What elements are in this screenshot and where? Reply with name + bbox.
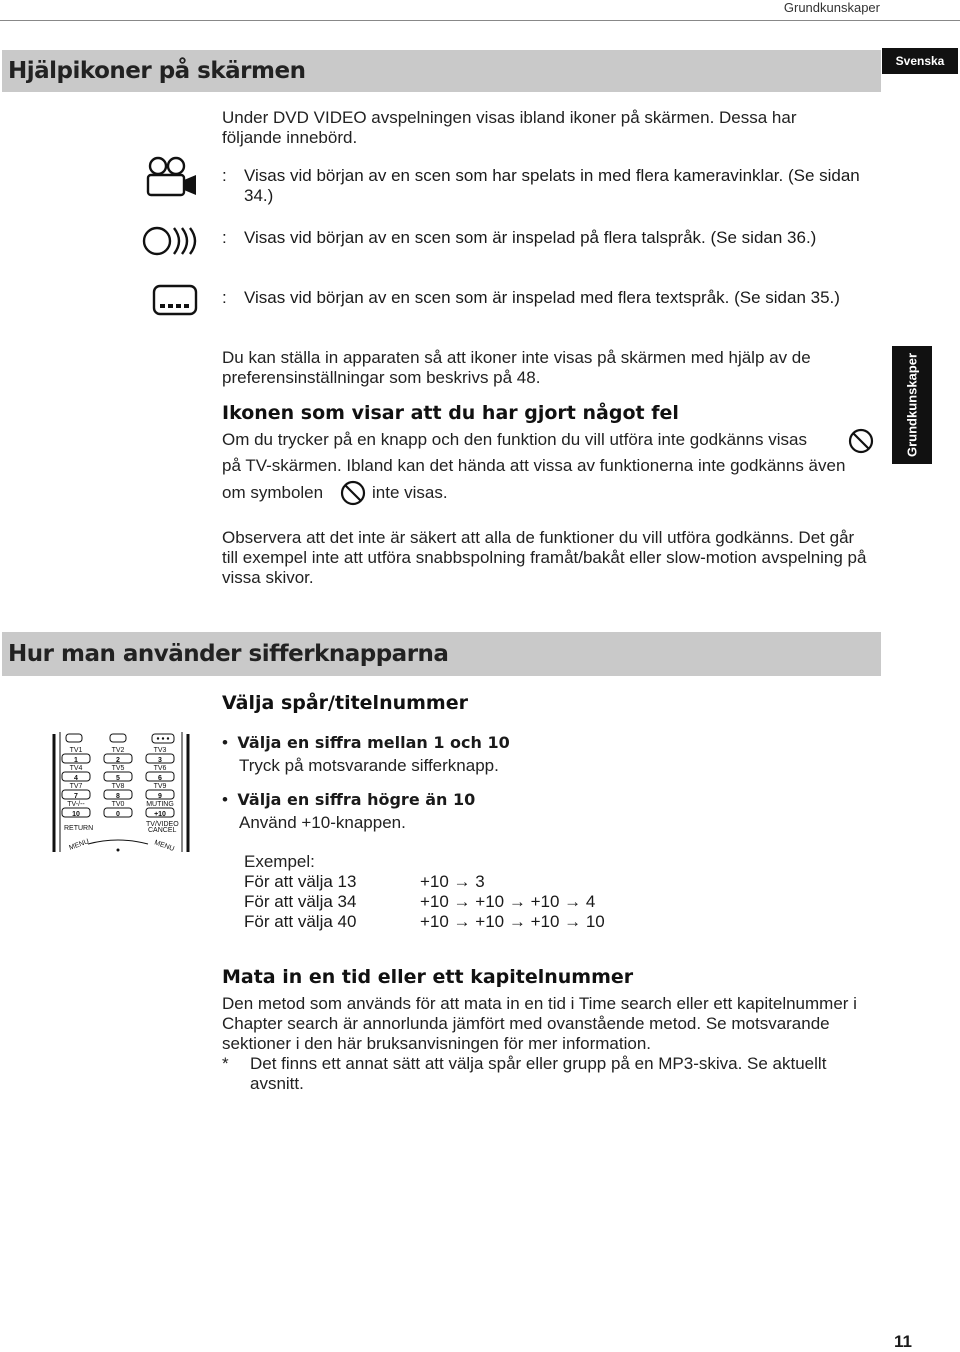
remote-digit-label: 2	[116, 757, 120, 764]
error-text-line2: på TV-skärmen. Ibland kan det hända att vissa av funktionerna inte godkänns även	[222, 456, 846, 475]
error-text-line3a: om symbolen	[222, 483, 324, 502]
remote-tv-label: TV7	[69, 783, 83, 790]
example-row	[244, 892, 596, 912]
error-text-line3b: inte visas.	[372, 483, 448, 502]
section-bar-number-buttons	[2, 632, 881, 676]
subheading-select-track: Välja spår/titelnummer	[222, 692, 468, 714]
remote-menu-right-label: MENU	[153, 839, 176, 853]
header-rule	[0, 20, 960, 21]
remote-tvvideo-label: TV/VIDEO	[146, 821, 179, 828]
time-chapter-text: Den metod som används för att mata in en tid i Time search eller ett kapitelnummer i Chapter search är annorlunda jämfört med ovanstående metod. Se motsvarande sektioner i den här bruksanvisningen för mer information.	[222, 994, 857, 1053]
icon-colon: :	[222, 166, 227, 185]
prohibited-icon	[340, 480, 366, 511]
example-sequence: +10 → 3	[420, 872, 485, 891]
bullet-heading: Välja en siffra högre än 10	[237, 790, 476, 809]
remote-tv-label: TV3	[153, 747, 167, 754]
section-title: Hur man använder sifferknapparna	[8, 641, 449, 667]
icon-colon: :	[222, 288, 227, 307]
remote-tv-label: TV2	[111, 747, 125, 754]
remote-tv-label: TV1	[69, 747, 83, 754]
example-label: För att välja 34	[244, 892, 357, 911]
audio-language-icon	[140, 222, 200, 262]
icon-description-subtitle: Visas vid början av en scen som är inspelad med flera textspråk. (Se sidan 35.)	[244, 288, 840, 307]
bullet-select-1-10: • Välja en siffra mellan 1 och 10	[222, 733, 510, 752]
remote-digit-label: 9	[158, 793, 162, 800]
example-label: För att välja 40	[244, 912, 357, 931]
prohibited-icon	[848, 428, 874, 459]
side-tab-label: Grundkunskaper	[904, 352, 920, 458]
icon-description-angle: Visas vid början av en scen som har spelats in med flera kameravinklar. (Se sidan 34.)	[244, 166, 860, 205]
bullet-text: Tryck på motsvarande sifferknapp.	[239, 756, 499, 775]
subtitle-icon	[140, 282, 200, 322]
asterisk: *	[222, 1054, 229, 1073]
section-title: Hjälpikoner på skärmen	[8, 58, 306, 84]
bullet-select-above-10: • Välja en siffra högre än 10	[222, 790, 476, 809]
error-text-line1: Om du trycker på en knapp och den funktion du vill utföra inte godkänns visas	[222, 430, 807, 449]
example-label: För att välja 13	[244, 872, 357, 891]
remote-digit-label: +10	[154, 811, 166, 818]
remote-tv-label: TV9	[153, 783, 167, 790]
example-row	[244, 872, 485, 892]
remote-tv-label: TV-/--	[67, 801, 85, 808]
example-row	[244, 912, 605, 932]
mp3-note: Det finns ett annat sätt att välja spår eller grupp på en MP3-skiva. Se aktuellt avsnitt.	[250, 1054, 827, 1093]
remote-return-label: RETURN	[64, 825, 94, 832]
remote-digit-label: 5	[116, 775, 120, 782]
remote-tv-label: TV5	[111, 765, 125, 772]
remote-digit-label: 6	[158, 775, 162, 782]
remote-digit-label: 10	[72, 811, 80, 818]
preference-note: Du kan ställa in apparaten så att ikoner inte visas på skärmen med hjälp av de preferensinställningar som beskrivs på 48.	[222, 348, 811, 387]
error-icon-heading: Ikonen som visar att du har gjort något fel	[222, 402, 679, 424]
remote-digit-label: 7	[74, 793, 78, 800]
remote-tv-label: TV4	[69, 765, 83, 772]
remote-control-illustration	[48, 732, 194, 859]
camera-angle-icon	[140, 156, 200, 196]
remote-menu-left-label: MENU	[68, 838, 91, 852]
bullet-text: Använd +10-knappen.	[239, 813, 406, 832]
remote-digit-label: 4	[74, 775, 78, 782]
running-head: Grundkunskaper	[783, 0, 880, 15]
subheading-time-chapter: Mata in en tid eller ett kapitelnummer	[222, 966, 634, 988]
remote-digit-label: 3	[158, 757, 162, 764]
remote-tv-label: MUTING	[146, 801, 174, 808]
bullet-heading: Välja en siffra mellan 1 och 10	[237, 733, 510, 752]
remote-tv-label: TV6	[153, 765, 167, 772]
example-label: Exempel:	[244, 852, 315, 871]
language-tab: Svenska	[882, 48, 958, 74]
page-number: 11	[894, 1332, 912, 1351]
example-sequence: +10 → +10 → +10 → 4	[420, 892, 596, 911]
remote-cancel-label: CANCEL	[148, 827, 177, 834]
observe-text: Observera att det inte är säkert att alla de funktioner du vill utföra godkänns. Det går till exempel inte att utföra snabbspolning framåt/bakåt eller slow-motion avspelning på vissa skivor.	[222, 528, 867, 587]
remote-digit-label: 1	[74, 757, 78, 764]
remote-digit-label: 0	[116, 811, 120, 818]
icon-colon: :	[222, 228, 227, 247]
side-tab	[892, 346, 932, 464]
remote-tv-label: TV0	[111, 801, 125, 808]
intro-text: Under DVD VIDEO avspelningen visas ibland ikoner på skärmen. Dessa har följande innebörd.	[222, 108, 797, 147]
remote-digit-label: 8	[116, 793, 120, 800]
section-bar-help-icons	[2, 50, 881, 92]
icon-description-audio: Visas vid början av en scen som är inspelad på flera talspråk. (Se sidan 36.)	[244, 228, 817, 247]
example-sequence: +10 → +10 → +10 → 10	[420, 912, 605, 931]
remote-tv-label: TV8	[111, 783, 125, 790]
